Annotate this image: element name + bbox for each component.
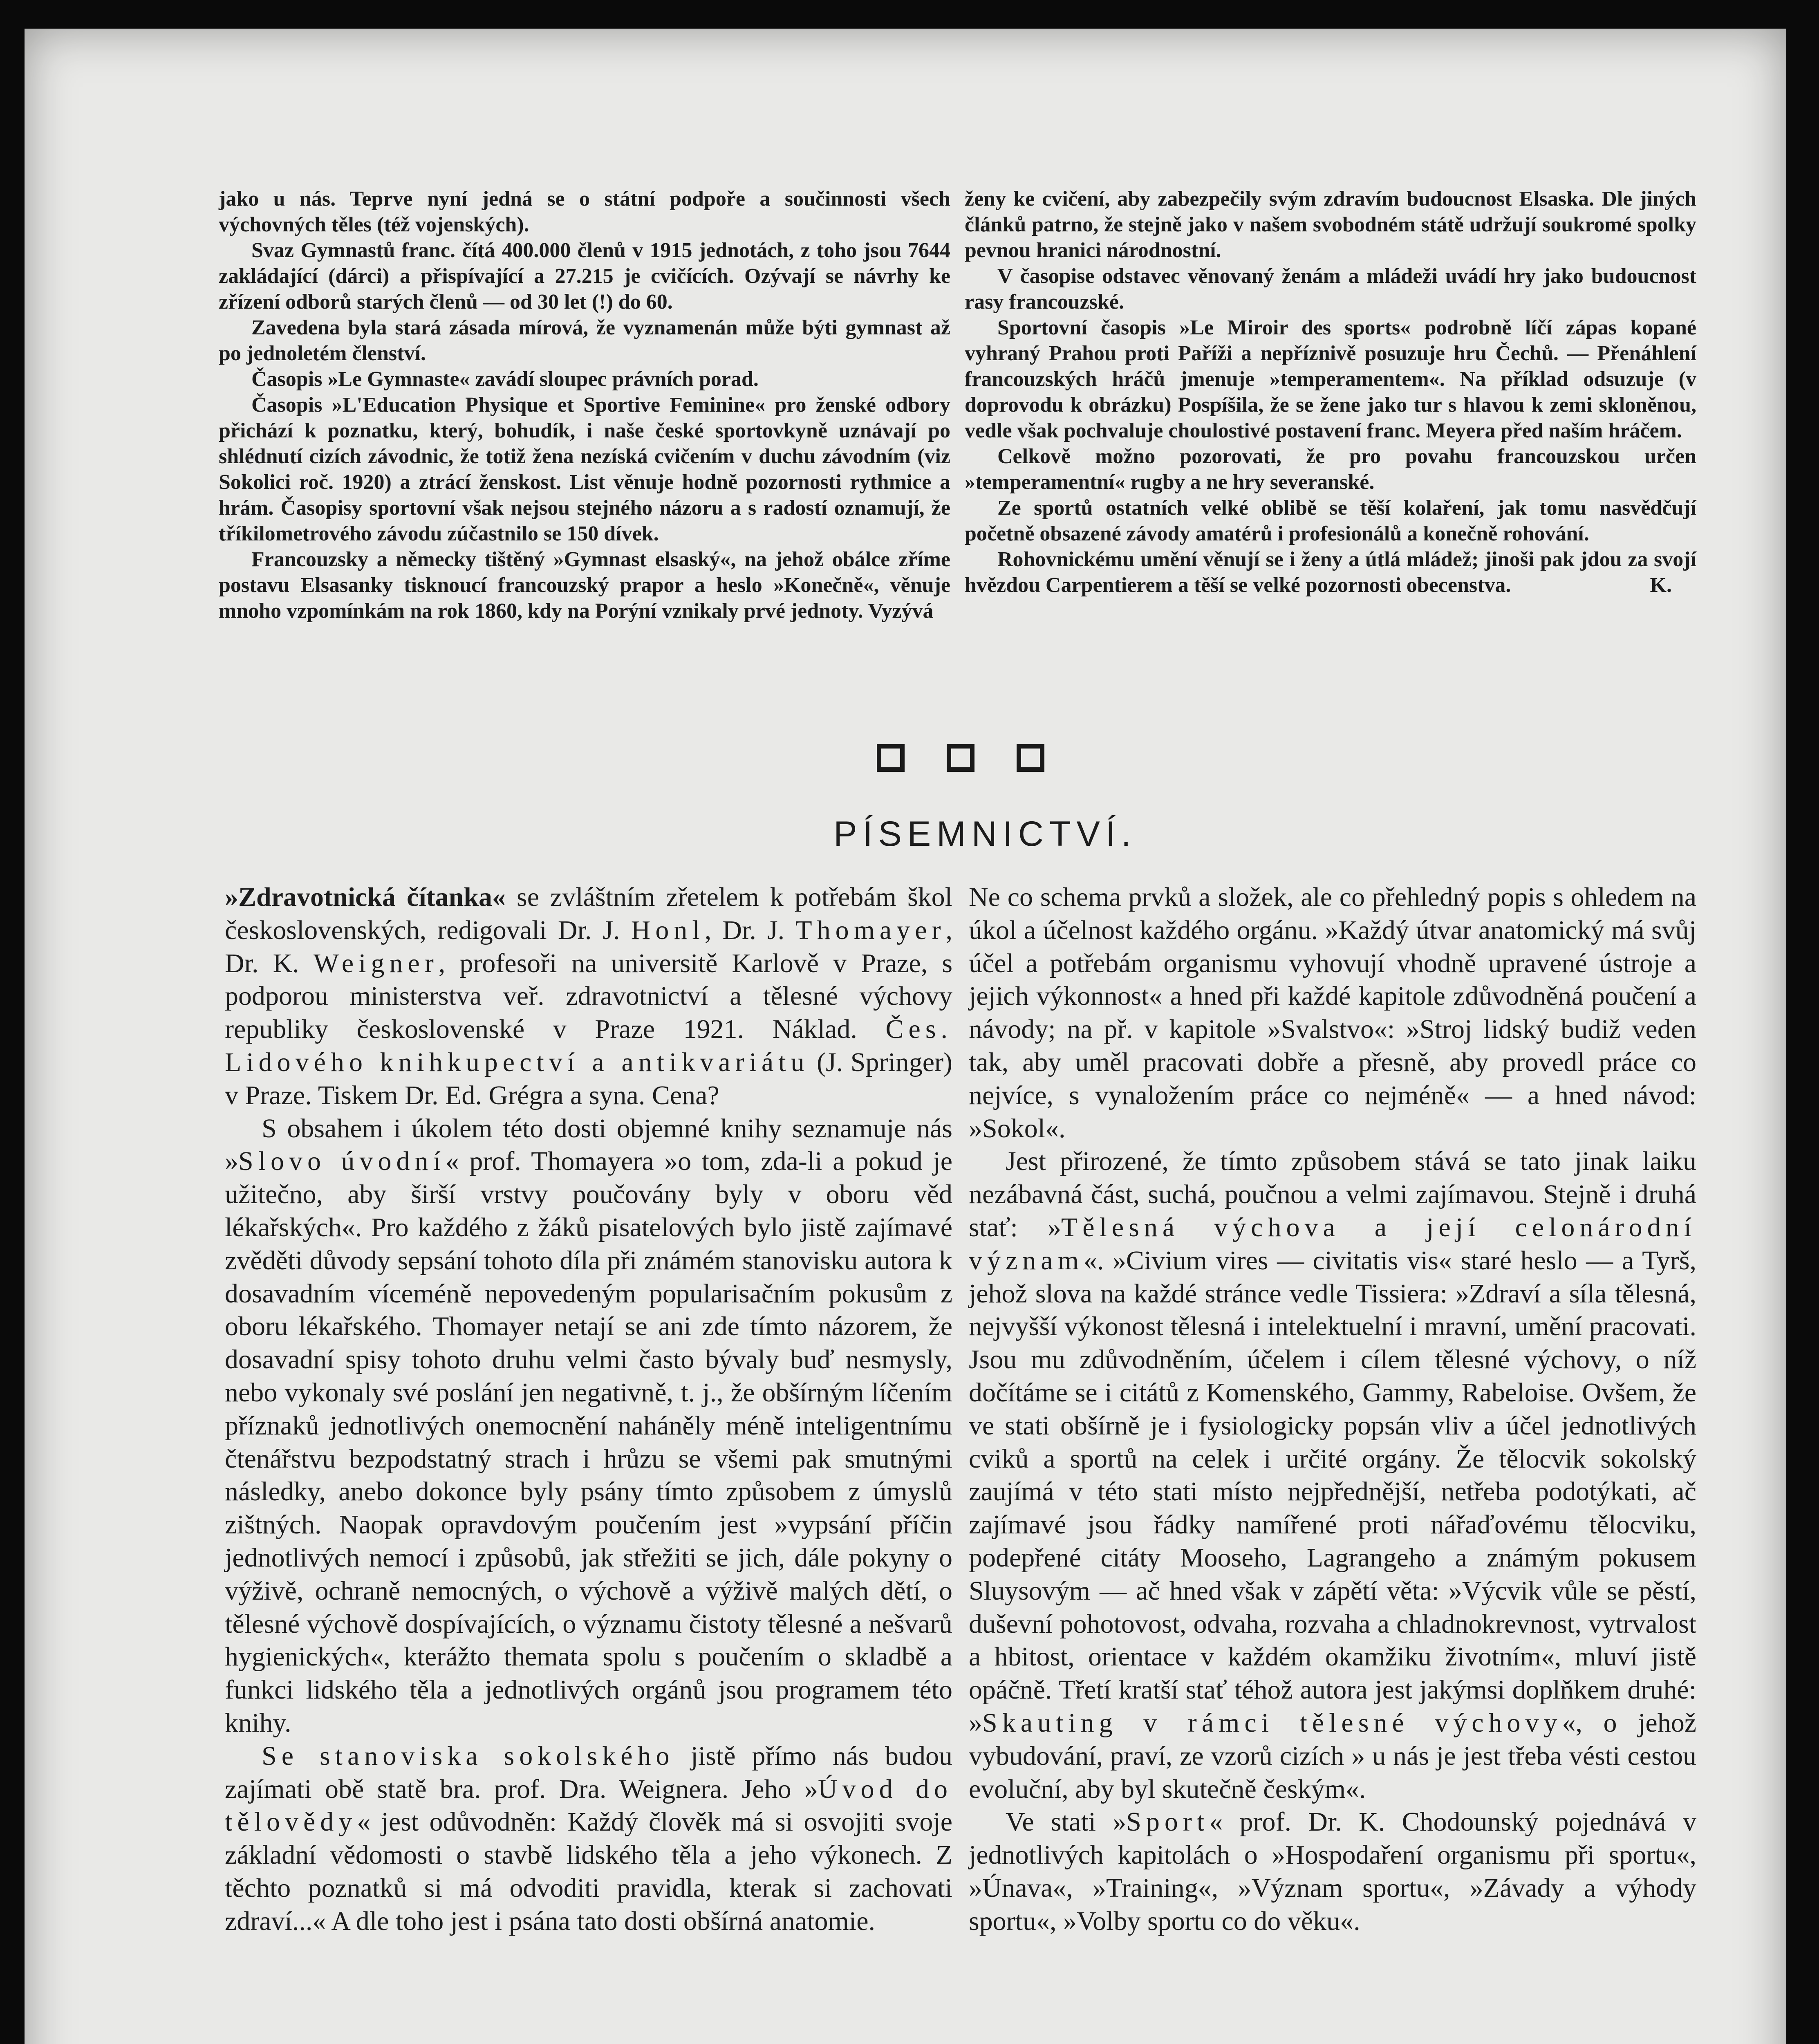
paragraph [225, 1740, 952, 1938]
paragraph: Ne co schema prvků a složek, ale co přehledný popis s ohledem na úkol a účelnost každého orgánu. »Každý útvar anatomický má svůj účel a potřebám organismu vyhovují vhodně upravené ústroje a jejich výkonnost« a hned při každé kapitole zdůvodněná poučení a návody; na př. v kapitole »Svalstvo«: »Stroj lidský budiž veden tak, aby uměl pracovati dobře a přesně, aby provedl práce co nejvíce, s vynaložením práce co nejméně« — a hned návod: »Sokol«. [969, 882, 1696, 1143]
paragraph: jako u nás. Teprve nyní jedná se o státní podpoře a součinnosti všech výchovných těles (též vojenských). [219, 187, 950, 236]
paragraph: Svaz Gymnastů franc. čítá 400.000 členů v 1915 jednotách, z toho jsou 7644 zakládající (dárci) a přispívající a 27.215 je cvičících. Ozývají se návrhy ke zřízení odborů starých členů — od 30 let (!) do 60. [219, 239, 950, 314]
paragraph [965, 547, 1696, 598]
editor-name: Thomayer [795, 915, 946, 945]
citation-text: (J. Springer) v Praze. Tiskem Dr. Ed. Grégra a syna. Cena? [225, 1047, 953, 1110]
paragraph: Ze sportů ostatních velké oblibě se těší kolaření, jak tomu nasvědčují početně obsazené závody amatérů i profesionálů a konečně rohování. [965, 496, 1696, 545]
lower-right-column [969, 881, 1696, 1938]
lower-left-column [225, 881, 952, 1938]
spaced-emphasis: Úvod do tělovědy [225, 1774, 952, 1837]
paragraph-text: jistě přímo nás budou zajímati obě statě bra. prof. Dra. Weignera. Jeho » [225, 1741, 952, 1804]
editor-name: Weigner [313, 948, 439, 978]
citation-text: , Dr. K. [225, 915, 952, 978]
spaced-emphasis: Se stanoviska sokolského [262, 1741, 674, 1771]
section-divider [877, 744, 1044, 781]
square-ornament-icon [1017, 744, 1044, 772]
citation-text: se zvláštním zřetelem k potřebám škol československých, redigovali Dr. J. [225, 882, 952, 945]
paragraph: Celkově možno pozorovati, že pro povahu francouzskou určen »temperamentní« rugby a ne hry severanské. [965, 445, 1696, 494]
paragraph-text: « prof. Thomayera »o tom, zda-li a pokud je užitečno, aby širší vrstvy poučovány byly v oboru věd lékařských«. Pro každého z žáků pisatelových bylo jistě zajímavé zvěděti důvody sepsání tohoto díla při známém stanovisku autora k dosavadním víceméně nepovedeným popularisačním pokusům z oboru lékařského. Thomayer netají se ani zde tímto názorem, že dosavadní spisy tohoto druhu velmi často bývaly buď nesmysly, nebo vykonaly své poslání jen negativně, t. j., že obšírným líčením příznaků jednotlivých onemocnění naháněly méně inteligentnímu čtenářstvu bezpodstatný strach i hrůzu se všemi pak smutnými následky, anebo dokonce byly psány tímto způsobem z úmyslů zištných. Naopak opravdovým poučením jest »vypsání příčin jednotlivých nemocí i způsobů, jak střežiti se jich, dále pokyny o výživě, ochraně nemocných, o výchově a výživě malých dětí, o tělesné výchově dospívajících, o významu čistoty tělesné a nešvarů hygienických«, kterážto themata spolu s poučením o skladbě a funkci lidského těla a jednotlivých orgánů jsou programem této knihy. [225, 1146, 952, 1738]
top-right-column [965, 186, 1696, 598]
paragraph [969, 1145, 1696, 1806]
paragraph-text: Ve stati » [1006, 1807, 1127, 1837]
spaced-emphasis: Skauting v rámci tělesné výchovy [982, 1708, 1562, 1738]
author-signature: K. [1650, 574, 1672, 597]
spaced-emphasis: Sport [1126, 1807, 1210, 1837]
paragraph: ženy ke cvičení, aby zabezpečily svým zdravím budoucnost Elsaska. Dle jiných článků patrno, že stejně jako v našem svobodném státě udržují soukromé spolky pevnou hranici národnostní. [965, 187, 1696, 262]
paragraph-text: «. »Civium vires — civitatis vis« staré heslo — a Tyrš, jehož slova na každé stránce vedle Tissiera: »Zdraví a síla tělesná, nejvyšší výkonost tělesná i intelektuelní i mravní, umění pracovati. Jsou mu zdůvodněním, účelem i cílem tělesné výchovy, o níž dočítáme se i citátů z Komenského, Gammy, Rabeloise. Ovšem, že ve stati obšírně je i fysiologicky popsán vliv a účel jednotlivých cviků a sportů na celek i určité orgány. Že tělocvik sokolský zaujímá v této stati místo nejpřednější, netřeba podotýkati, ač zajímavé jsou řádky namířené proti nářaďovému tělocviku, podepřené citáty Mooseho, Lagrangeho a známým pokusem Sluysovým — ač hned však v zápětí věta: »Výcvik vůle se pěstí, duševní pohotovost, odvaha, rozvaha a chladnokrevnost, vytrvalost a hbitost, orientace v každém okamžiku životním«, mluví jistě opáčně. Třetí kratší stať téhož autora jest jakýmsi doplňkem druhé: » [969, 1245, 1696, 1738]
book-citation [225, 881, 952, 1112]
editor-name: Honl [631, 915, 705, 945]
spaced-emphasis: Slovo úvodní [238, 1146, 446, 1177]
paragraph [969, 1806, 1696, 1938]
paragraph: Francouzsky a německy tištěný »Gymnast elsaský«, na jehož obálce zříme postavu Elsasanky tisknoucí francouzský prapor a heslo »Konečně«, věnuje mnoho vzpomínkám na rok 1860, kdy na Porýní vznikaly prvé jednoty. Vyzývá [219, 548, 950, 623]
paragraph-text: « jest odůvodněn: Každý člověk má si osvojiti svoje základní vědomosti o stavbě lidského těla a jeho výkonech. Z těchto poznatků si má odvoditi pravidla, kterak si zachovati zdraví...« A dle toho jest i psána tato dosti obšírná anatomie. [225, 1807, 952, 1936]
paragraph [225, 1112, 952, 1740]
paragraph: Časopis »L'Education Physique et Sportive Feminine« pro ženské odbory přichází k poznatku, který, bohudík, i naše české sportovkyně uznávají po shlédnutí cizích závodnic, že totiž žena nezíská cvičením v duchu závodním (viz Sokolici roč. 1920) a ztrácí ženskost. List věnuje hodně pozornosti rythmice a hrám. Časopisy sportovní však nejsou stejného názoru a s radostí oznamují, že tříkilometrového závodu zúčastnilo se 150 dívek. [219, 393, 950, 545]
paragraph: Zavedena byla stará zásada mírová, že vyznamenán může býti gymnast až po jednoletém členství. [219, 316, 950, 365]
square-ornament-icon [947, 744, 974, 772]
book-title: »Zdravotnická čítanka« [225, 882, 506, 912]
citation-text: , Dr. J. [704, 915, 796, 945]
paragraph-text: S obsahem i úkolem této dosti objemné knihy seznamuje nás » [225, 1113, 952, 1177]
paragraph: Časopis »Le Gymnaste« zavádí sloupec právních porad. [251, 368, 759, 391]
spaced-emphasis: Tělesná výchova a její celonárodní význam [969, 1212, 1696, 1275]
paragraph: Sportovní časopis »Le Miroir des sports« podrobně líčí zápas kopané vyhraný Prahou proti Paříži a nepříznivě posuzuje hru Čechů. — Přenáhlení francouzských hráčů jmenuje »temperamentem«. Na příklad odsuzuje (v doprovodu k obrázku) Pospíšila, že se žene jako tur s hlavou k zemi skloněnou, vedle však pochvaluje choulostivé postavení franc. Meyera před naším hráčem. [965, 316, 1696, 442]
paragraph-text: «, o jehož vybudování, praví, ze vzorů cizích » u nás je jest třeba vésti cestou evoluční, aby byl skutečně českým«. [969, 1708, 1696, 1804]
paragraph-text: « prof. Dr. K. Chodounský pojednává v jednotlivých kapitolách o »Hospodaření organismu při sportu«, »Únava«, »Training«, »Význam sportu«, »Závady a výhody sportu«, »Volby sportu co do věku«. [969, 1807, 1696, 1936]
paragraph-text: Rohovnickému umění věnují se i ženy a útlá mládež; jinoši pak jdou za svojí hvězdou Carpentierem a těší se velké pozornosti obecenstva. [965, 548, 1696, 597]
section-heading: PÍSEMNICTVÍ. [833, 814, 1137, 854]
citation-text: , profesoři na universitě Karlově v Praze, s podporou ministerstva veř. zdravotnictví a tělesné výchovy republiky československé v Praze 1921. Náklad. [225, 948, 952, 1044]
publisher-name: Čes. Lidového knihkupectví a antikvariátu [225, 1014, 952, 1077]
top-left-column [219, 186, 950, 624]
paragraph: V časopise odstavec věnovaný ženám a mládeži uvádí hry jako budoucnost rasy francouzské. [965, 264, 1696, 314]
journal-page [25, 29, 1786, 2044]
square-ornament-icon [877, 744, 905, 772]
paragraph-text: Jest přirozené, že tímto způsobem stává se tato jinak laiku nezábavná část, suchá, poučnou a velmi zajímavou. Stejně i druhá stať: » [969, 1146, 1696, 1242]
